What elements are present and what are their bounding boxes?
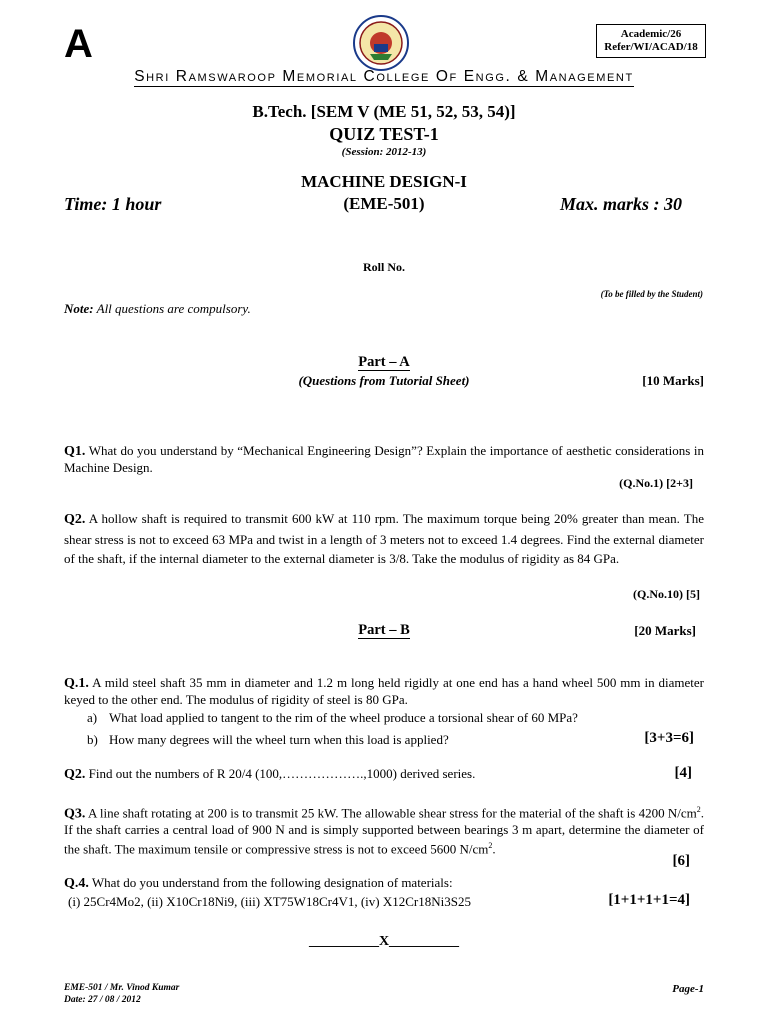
question-text: . If the shaft carries a central load of 900 N and is simply supported between bearings 3 m apart, determine the diameter of the shaft. The maximum tensile or compressive stress is not to exceed 5600 N/cm xyxy=(64,805,704,857)
part-a-title xyxy=(0,354,768,371)
sub-item-text: How many degrees will the wheel turn when this load is applied? xyxy=(109,732,449,747)
question-number: Q.1. xyxy=(64,676,89,691)
footer-author: EME-501 / Mr. Vinod Kumar xyxy=(64,983,180,993)
part-b-title-text: Part – B xyxy=(358,622,410,638)
document-reference-box xyxy=(596,24,706,58)
part-b-question-1 xyxy=(64,675,704,708)
part-b-q1-sub-b xyxy=(87,732,449,748)
program-title: B.Tech. [SEM V (ME 51, 52, 53, 54)] xyxy=(252,102,516,121)
part-b-q2-marks: [4] xyxy=(674,765,692,781)
part-a-question-2 xyxy=(64,509,704,569)
part-b-question-3 xyxy=(64,802,704,858)
part-a-q1-reference: (Q.No.1) [2+3] xyxy=(619,476,693,490)
part-a-question-1 xyxy=(64,443,704,476)
part-b-q4-marks: [1+1+1+1=4] xyxy=(608,892,690,908)
note-label: Note: xyxy=(64,301,94,316)
question-text: Find out the numbers of R 20/4 (100,……………….,1000) derived series. xyxy=(88,766,476,781)
part-b-q1-marks: [3+3=6] xyxy=(644,730,694,746)
part-b-q4-materials: (i) 25Cr4Mo2, (ii) X10Cr18Ni9, (iii) XT75W18Cr4V1, (iv) X12Cr18Ni3S25 xyxy=(68,894,471,909)
end-of-paper-mark: __________X__________ xyxy=(308,934,460,949)
question-text: What do you understand from the following designation of materials: xyxy=(91,875,453,890)
sub-item-text: What load applied to tangent to the rim of the wheel produce a torsional shear of 60 MPa? xyxy=(109,710,578,725)
part-b-question-4 xyxy=(64,875,704,892)
college-name-text: Shri Ramswaroop Memorial College Of Engg. & Management xyxy=(134,68,634,85)
footer-date: Date: 27 / 08 / 2012 xyxy=(64,995,141,1005)
college-logo xyxy=(352,14,410,72)
question-number: Q3. xyxy=(64,806,86,822)
question-text: What do you understand by “Mechanical Engineering Design”? Explain the importance of aesthetic considerations in Machine Design. xyxy=(64,443,705,475)
instructions-note xyxy=(64,301,251,317)
part-b-question-2 xyxy=(64,766,704,783)
part-a-subtitle: (Questions from Tutorial Sheet) xyxy=(298,373,470,388)
question-text: A hollow shaft is required to transmit 600 kW at 110 rpm. The maximum torque being 20% greater than mean. The shear stress is not to exceed 63 MPa and twist in a length of 3 meters not to exceed 1.4 degrees. Find the external diameter of the shaft, if the internal diameter to the external diameter is 3/8. Take the modulus of rigidity as 84 GPa. xyxy=(64,511,704,566)
exam-time: Time: 1 hour xyxy=(64,194,162,214)
ref-line-1: Academic/26 xyxy=(620,28,682,40)
college-name xyxy=(0,68,768,86)
part-b-q3-marks: [6] xyxy=(672,853,690,869)
question-number: Q2. xyxy=(64,512,86,527)
sub-item-label: b) xyxy=(87,732,98,747)
part-a-title-text: Part – A xyxy=(358,354,410,370)
superscript: 2 xyxy=(488,841,493,851)
superscript: 2 xyxy=(696,805,701,814)
filled-by-student-note: (To be filled by the Student) xyxy=(600,289,703,299)
question-text: A line shaft rotating at 200 is to transmit 25 kW. The allowable shear stress for the material of the shaft is 4200 N/cm xyxy=(87,805,697,821)
subject-code: (EME-501) xyxy=(343,194,425,213)
max-marks: Max. marks : 30 xyxy=(560,194,683,214)
subject-title: MACHINE DESIGN-I xyxy=(301,172,467,191)
section-letter: A xyxy=(64,22,93,66)
question-number: Q.4. xyxy=(64,876,89,891)
question-number: Q2. xyxy=(64,767,86,782)
part-a-q2-reference: (Q.No.10) [5] xyxy=(633,587,700,601)
quiz-title: QUIZ TEST-1 xyxy=(329,124,439,144)
roll-no-label: Roll No. xyxy=(363,260,405,274)
page-number: Page-1 xyxy=(672,983,704,995)
sub-item-label: a) xyxy=(87,710,98,725)
note-text: All questions are compulsory. xyxy=(96,301,251,316)
ref-line-2: Refer/WI/ACAD/18 xyxy=(604,41,698,53)
question-text: A mild steel shaft 35 mm in diameter and 1.2 m long held rigidly at one end has a hand wheel 500 mm in diameter keyed to the other end. The modulus of rigidity of steel is 80 GPa. xyxy=(64,675,704,707)
part-b-marks: [20 Marks] xyxy=(634,623,696,638)
part-b-q1-sub-a xyxy=(87,710,578,726)
part-a-marks: [10 Marks] xyxy=(642,373,704,388)
question-text: . xyxy=(492,841,496,857)
session: (Session: 2012-13) xyxy=(341,146,427,158)
question-number: Q1. xyxy=(64,444,86,459)
